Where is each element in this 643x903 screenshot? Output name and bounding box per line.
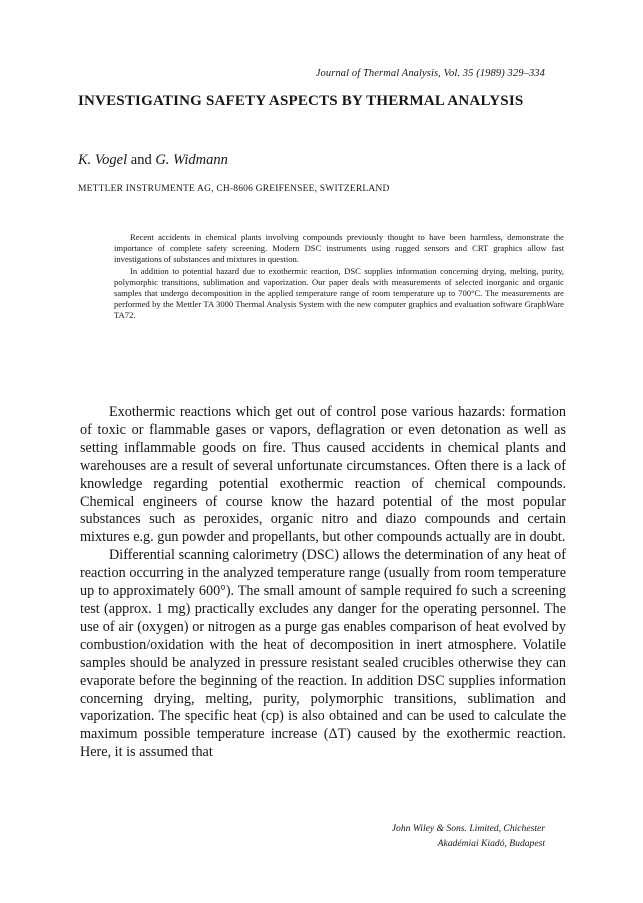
publisher-info xyxy=(392,821,545,851)
publisher-wiley: John Wiley & Sons. Limited, Chichester xyxy=(391,823,545,834)
abstract-paragraph-1: Recent accidents in chemical plants involving compounds previously thought to have been harmless, demonstrate the importance of complete safety screening. Modern DSC instruments using rugged sensors and CRT graphics allow fast investigations of substances and mixtures in question. xyxy=(114,232,564,265)
body-text xyxy=(80,404,566,762)
journal-citation: Journal of Thermal Analysis, Vol. 35 (1989) 329–334 xyxy=(315,68,545,79)
paper-title: INVESTIGATING SAFETY ASPECTS BY THERMAL ANALYSIS xyxy=(78,93,524,109)
body-paragraph-1: Exothermic reactions which get out of control pose various hazards: formation of toxic or flammable gases or vapors, deflagration or even detonation as well as setting inflammable goods on fire. Thus caused accidents in chemical plants and warehouses are a result of several unfortunate circumstances. Often there is a lack of knowledge regarding potential exothermic reaction of chemical compounds. Chemical engineers of course know the hazard potential of the most popular substances such as peroxides, organic nitro and diazo compounds and certain mixtures e.g. gun powder and propellants, but other compounds actually are in doubt. xyxy=(80,404,566,546)
body-paragraph-2: Differential scanning calorimetry (DSC) allows the determination of any heat of reaction occurring in the analyzed temperature range (usually from room temperature up to approximately 600°). The small amount of sample required fo such a screening test (approx. 1 mg) practically excludes any danger for the operating personnel. The use of air (oxygen) or nitrogen as a purge gas enables comparison of heat evolved by combustion/oxidation with the heat of decomposition in inert atmosphere. Volatile samples should be analyzed in pressure resistant sealed crucibles otherwise they can evaporate before the beginning of the reaction. In addition DSC supplies information concerning drying, melting, purity, polymorphic transitions, sublimation and vaporization. The specific heat (cp) is also obtained and can be used to calculate the maximum possible temperature increase (ΔT) caused by the exothermic reaction. Here, it is assumed that xyxy=(80,547,566,761)
author-widmann: G. Widmann xyxy=(155,152,228,168)
affiliation: METTLER INSTRUMENTE AG, CH-8606 GREIFENSEE, SWITZERLAND xyxy=(78,184,390,194)
publisher-akademiai: Akadémiai Kiadó, Budapest xyxy=(437,838,545,849)
abstract xyxy=(114,232,564,322)
author-line xyxy=(78,152,228,169)
author-vogel: K. Vogel xyxy=(78,152,128,168)
abstract-paragraph-2: In addition to potential hazard due to exothermic reaction, DSC supplies information concerning drying, melting, purity, polymorphic transitions, sublimation and vaporization. Our paper deals with measurements of selected inorganic and organic samples that undergo decomposition in the applied temperature range of room temperature up to 700°C. The measurements are performed by the Mettler TA 3000 Thermal Analysis System with the new computer graphics and evaluation software GraphWare TA72. xyxy=(114,265,564,321)
author-conjunction: and xyxy=(127,152,156,168)
